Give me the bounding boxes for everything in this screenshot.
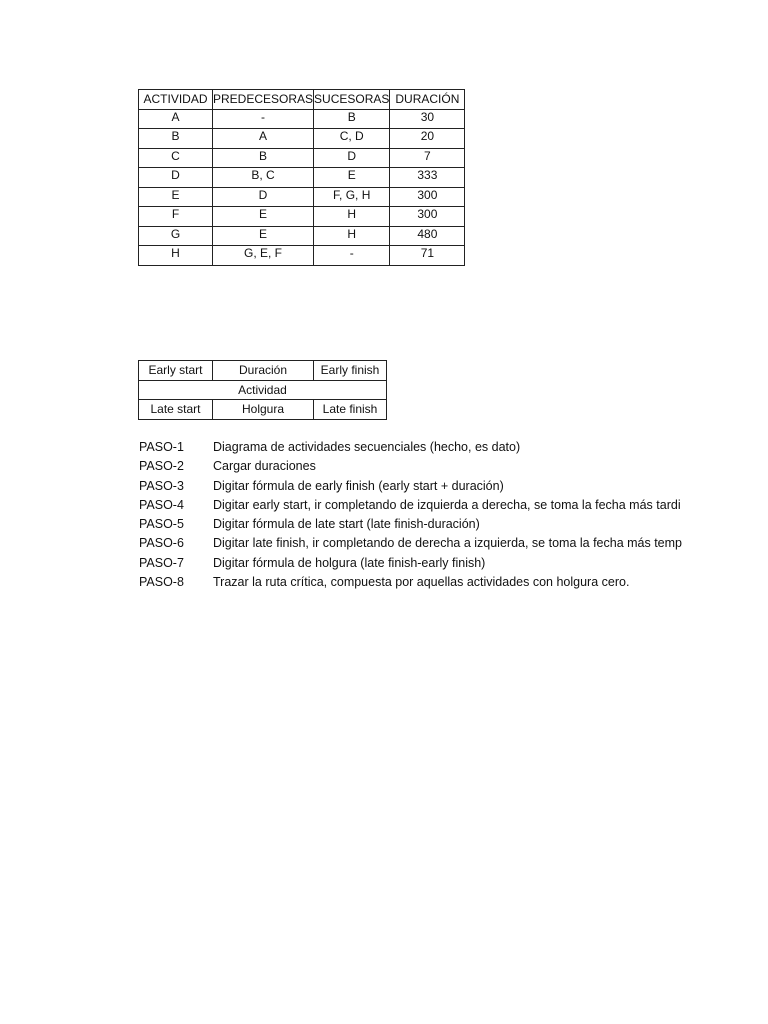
step-id: PASO-3 xyxy=(139,478,184,493)
step-text: Digitar fórmula de early finish (early start + duración) xyxy=(213,478,504,493)
table-row xyxy=(139,207,465,227)
cell-duracion: 7 xyxy=(390,148,465,168)
list-item xyxy=(139,573,687,592)
step-text: Digitar fórmula de holgura (late finish-early finish) xyxy=(213,555,486,570)
cell-sucesoras: C, D xyxy=(314,129,390,149)
list-item xyxy=(139,438,687,457)
legend-late-start: Late start xyxy=(139,400,213,420)
cell-predecesoras: E xyxy=(213,207,314,227)
legend-actividad: Actividad xyxy=(139,380,387,400)
list-item xyxy=(139,496,687,515)
cell-sucesoras: E xyxy=(314,168,390,188)
table-row xyxy=(139,226,465,246)
legend-early-start: Early start xyxy=(139,361,213,381)
legend-top-row xyxy=(139,361,387,381)
step-id: PASO-2 xyxy=(139,459,184,474)
cell-predecesoras: G, E, F xyxy=(213,246,314,266)
cell-predecesoras: A xyxy=(213,129,314,149)
cell-actividad: E xyxy=(139,187,213,207)
step-id: PASO-4 xyxy=(139,497,184,512)
step-text: Digitar early start, ir completando de izquierda a derecha, se toma la fecha más tardi xyxy=(213,497,681,512)
legend-early-finish: Early finish xyxy=(314,361,387,381)
cell-predecesoras: E xyxy=(213,226,314,246)
table-row xyxy=(139,246,465,266)
legend-late-finish: Late finish xyxy=(314,400,387,420)
cell-duracion: 300 xyxy=(390,187,465,207)
step-id: PASO-6 xyxy=(139,536,184,551)
cell-duracion: 333 xyxy=(390,168,465,188)
list-item xyxy=(139,477,687,496)
table-row xyxy=(139,129,465,149)
cell-duracion: 30 xyxy=(390,109,465,129)
step-id: PASO-5 xyxy=(139,517,184,532)
header-duracion: DURACIÓN xyxy=(390,90,465,110)
legend-holgura: Holgura xyxy=(213,400,314,420)
cell-predecesoras: - xyxy=(213,109,314,129)
cell-sucesoras: D xyxy=(314,148,390,168)
step-id: PASO-7 xyxy=(139,555,184,570)
legend-bottom-row xyxy=(139,400,387,420)
cell-actividad: C xyxy=(139,148,213,168)
cell-actividad: D xyxy=(139,168,213,188)
cell-duracion: 480 xyxy=(390,226,465,246)
table-row xyxy=(139,187,465,207)
activity-table-body xyxy=(139,109,465,265)
step-text: Trazar la ruta crítica, compuesta por aquellas actividades con holgura cero. xyxy=(213,575,630,590)
cell-duracion: 20 xyxy=(390,129,465,149)
list-item xyxy=(139,457,687,476)
cell-duracion: 300 xyxy=(390,207,465,227)
table-row xyxy=(139,109,465,129)
cell-sucesoras: H xyxy=(314,226,390,246)
table-row xyxy=(139,168,465,188)
list-item xyxy=(139,515,687,534)
node-legend-table xyxy=(138,360,387,420)
activity-table-header-row xyxy=(139,90,465,110)
cell-predecesoras: D xyxy=(213,187,314,207)
legend-duracion: Duración xyxy=(213,361,314,381)
legend-middle-row xyxy=(139,380,387,400)
cell-sucesoras: H xyxy=(314,207,390,227)
cell-predecesoras: B xyxy=(213,148,314,168)
header-sucesoras: SUCESORAS xyxy=(314,90,390,110)
header-predecesoras: PREDECESORAS xyxy=(213,90,314,110)
list-item xyxy=(139,534,687,553)
cell-actividad: F xyxy=(139,207,213,227)
activity-table xyxy=(138,89,465,266)
cell-sucesoras: B xyxy=(314,109,390,129)
cell-actividad: B xyxy=(139,129,213,149)
step-text: Diagrama de actividades secuenciales (hecho, es dato) xyxy=(213,440,521,454)
cell-actividad: G xyxy=(139,226,213,246)
table-row xyxy=(139,148,465,168)
step-id: PASO-8 xyxy=(139,575,184,590)
cell-sucesoras: - xyxy=(314,246,390,266)
steps-list xyxy=(139,438,687,592)
cell-actividad: A xyxy=(139,109,213,129)
header-actividad: ACTIVIDAD xyxy=(139,90,213,110)
list-item xyxy=(139,554,687,573)
cell-sucesoras: F, G, H xyxy=(314,187,390,207)
step-text: Digitar fórmula de late start (late finish-duración) xyxy=(213,517,480,532)
cell-duracion: 71 xyxy=(390,246,465,266)
step-id: PASO-1 xyxy=(139,440,184,454)
cell-predecesoras: B, C xyxy=(213,168,314,188)
cell-actividad: H xyxy=(139,246,213,266)
step-text: Digitar late finish, ir completando de derecha a izquierda, se toma la fecha más temp xyxy=(213,536,682,551)
step-text: Cargar duraciones xyxy=(213,459,316,474)
